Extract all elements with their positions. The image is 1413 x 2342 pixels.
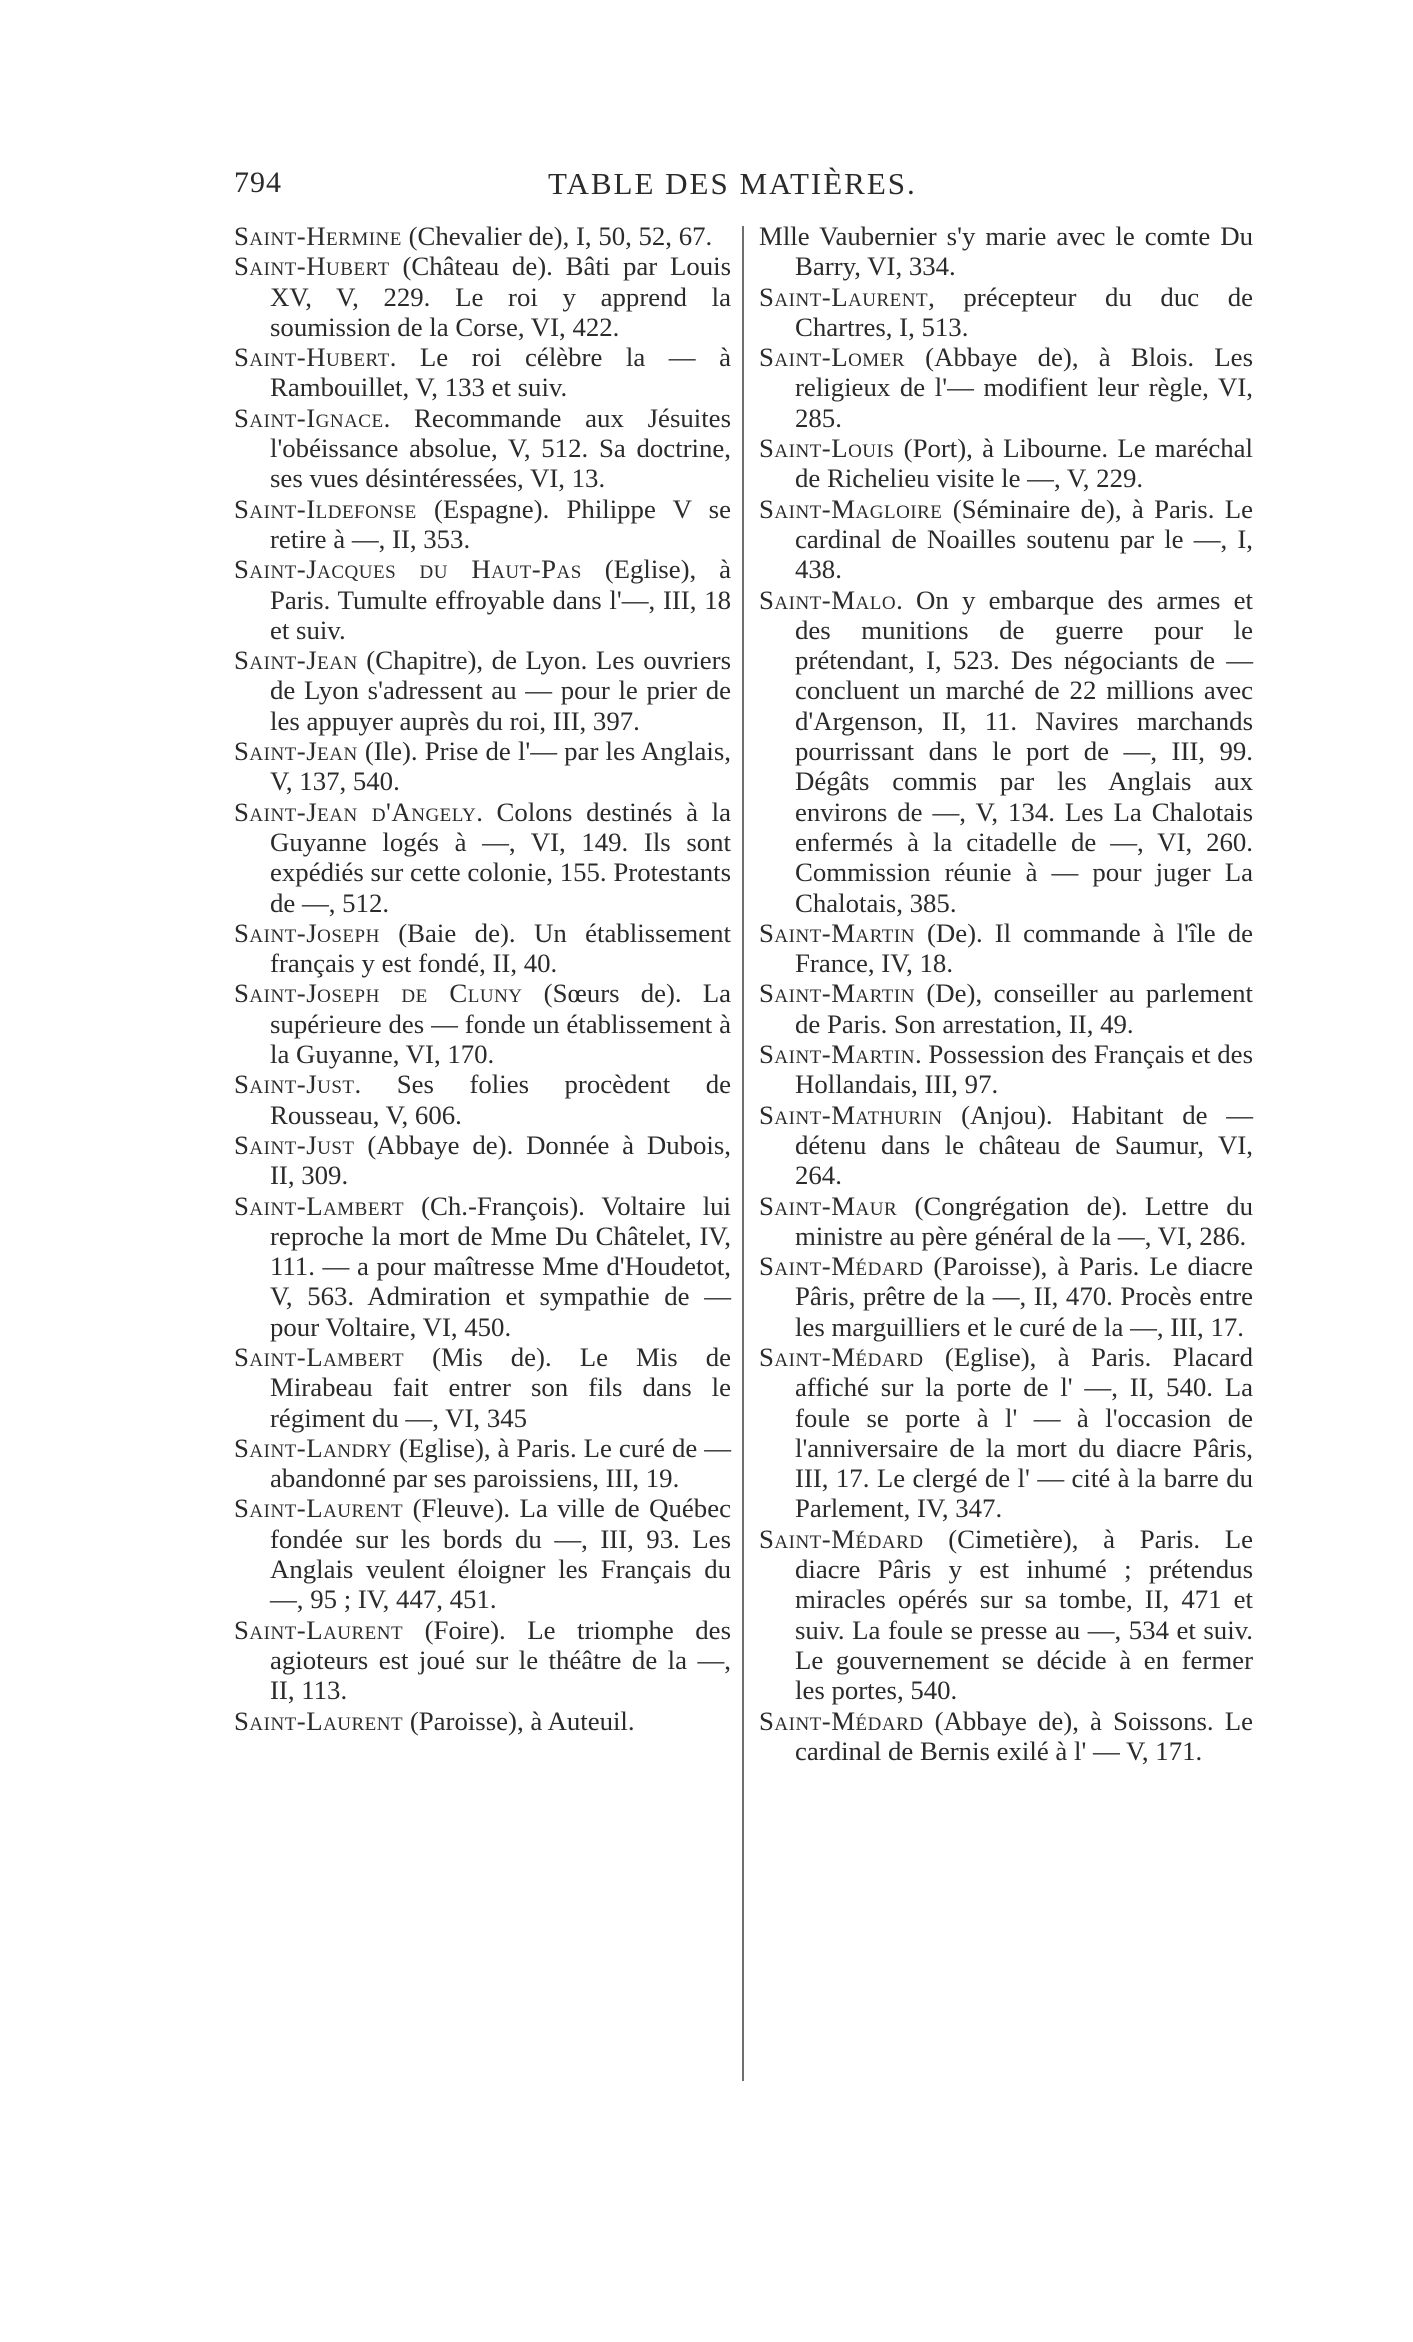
entry-headword: Saint-Jean xyxy=(234,645,358,676)
entry-text: (Mis de). Le Mis de Mirabeau fait entrer son fils dans le régiment du —, VI, 345 xyxy=(270,1341,731,1433)
index-entry xyxy=(234,1191,731,1342)
entry-headword: Saint-Laurent xyxy=(759,281,929,312)
entry-text: (Chapitre), de Lyon. Les ouvriers de Lyon s'adressent au — pour le prier de les appuyer auprès du roi, III, 397. xyxy=(270,645,731,736)
index-entry xyxy=(759,1191,1253,1252)
entry-headword: Saint-Louis xyxy=(759,433,895,464)
entry-headword: Saint-Laurent xyxy=(234,1614,404,1645)
entry-headword: Saint-Médard xyxy=(759,1523,924,1554)
entry-text: (Espagne). Philippe V se retire à —, II, 353. xyxy=(270,493,731,554)
index-entry xyxy=(759,433,1253,494)
entry-headword: Saint-Lambert xyxy=(234,1341,405,1372)
entry-headword: Saint-Just xyxy=(234,1129,355,1160)
entry-text: . Le roi célèbre la — à Rambouillet, V, 133 et suiv. xyxy=(270,342,731,403)
entry-headword: Saint-Jacques du Haut-Pas xyxy=(234,554,582,585)
index-entry xyxy=(234,645,731,736)
entry-headword: Saint-Médard xyxy=(759,1341,924,1372)
entry-headword: Saint-Maur xyxy=(759,1190,898,1221)
entry-headword: Saint-Martin xyxy=(759,917,915,948)
entry-headword: Saint-Jean xyxy=(234,736,358,767)
index-entry xyxy=(759,221,1253,282)
entry-headword: Saint-Lambert xyxy=(234,1190,405,1221)
entry-text: (Abbaye de), à Soissons. Le cardinal de Bernis exilé à l' — V, 171. xyxy=(795,1705,1253,1766)
entry-headword: Saint-Lomer xyxy=(759,342,905,373)
entry-headword: Saint-Martin xyxy=(759,978,915,1009)
index-entry xyxy=(234,1130,731,1191)
index-entry xyxy=(234,797,731,918)
entry-headword: Saint-Médard xyxy=(759,1705,924,1736)
index-entry xyxy=(234,554,731,645)
entry-headword: Saint-Hubert xyxy=(234,251,390,282)
column-divider xyxy=(742,226,744,2081)
entry-headword: Saint-Joseph de Cluny xyxy=(234,978,523,1009)
index-entry xyxy=(759,282,1253,343)
entry-headword: Saint-Laurent xyxy=(234,1493,404,1524)
index-entry xyxy=(234,403,731,494)
entry-text: (Foire). Le triomphe des agioteurs est joué sur le théâtre de la —, II, 113. xyxy=(270,1614,731,1706)
entry-text: . Ses folies procèdent de Rousseau, V, 606. xyxy=(270,1069,731,1130)
entry-headword: Saint-Martin xyxy=(759,1039,915,1070)
index-entry xyxy=(759,1706,1253,1767)
left-column xyxy=(234,221,731,1736)
index-entry xyxy=(234,918,731,979)
index-entry xyxy=(234,342,731,403)
index-entry xyxy=(759,1100,1253,1191)
index-entry xyxy=(234,251,731,342)
index-entry xyxy=(234,494,731,555)
index-entry xyxy=(234,1342,731,1433)
entry-text: (Fleuve). La ville de Québec fondée sur les bords du —, III, 93. Les Anglais veulent éloigner les Français du —, 95 ; IV, 447, 451. xyxy=(270,1493,731,1615)
index-entry xyxy=(234,1706,731,1736)
index-entry xyxy=(759,1251,1253,1342)
index-entry xyxy=(759,585,1253,918)
index-entry xyxy=(759,1039,1253,1100)
entry-text: . Possession des Français et des Hollandais, III, 97. xyxy=(795,1039,1253,1100)
entry-text: . Recommande aux Jésuites l'obéissance absolue, V, 512. Sa doctrine, ses vues désintéressées, VI, 13. xyxy=(270,402,731,494)
entry-text: (Ile). Prise de l'— par les Anglais, V, 137, 540. xyxy=(270,736,731,797)
entry-headword: Saint-Laurent xyxy=(234,1705,404,1736)
entry-text: (Château de). Bâti par Louis XV, V, 229. Le roi y apprend la soumission de la Corse, VI, 422. xyxy=(270,251,731,342)
entry-headword: Saint-Mathurin xyxy=(759,1099,943,1130)
entry-headword: Saint-Jean d'Angely xyxy=(234,796,477,827)
entry-text: (Anjou). Habitant de — détenu dans le château de Saumur, VI, 264. xyxy=(795,1099,1253,1191)
index-entry xyxy=(234,221,731,251)
entry-headword: Saint-Ignace xyxy=(234,402,384,433)
entry-text: (Port), à Libourne. Le maréchal de Richelieu visite le —, V, 229. xyxy=(795,433,1253,494)
entry-headword: Saint-Ildefonse xyxy=(234,493,417,524)
entry-text: . On y embarque des armes et des munitions de guerre pour le prétendant, I, 523. Des négociants de — concluent un marché de 22 millions avec d'Argenson, II, 11. Navires marchands pourrissant dans le port de —, III, 99. Dégâts commis par les Anglais aux environs de —, V, 134. Les La Chalotais enfermés à la citadelle de —, VI, 260. Commission réunie à — pour juger La Chalotais, 385. xyxy=(795,584,1253,918)
index-entry xyxy=(234,1493,731,1614)
index-entry xyxy=(234,1615,731,1706)
page-header xyxy=(234,166,1246,210)
index-entry xyxy=(759,978,1253,1039)
running-title: TABLE DES MATIÈRES. xyxy=(548,166,917,201)
entry-text: (Ch.-François). Voltaire lui reproche la mort de Mme Du Châtelet, IV, 111. — a pour maîtresse Mme d'Houdetot, V, 563. Admiration et sympathie de — pour Voltaire, VI, 450. xyxy=(270,1190,731,1342)
entry-text: (Séminaire de), à Paris. Le cardinal de Noailles soutenu par le —, I, 438. xyxy=(795,493,1253,585)
entry-text: (Paroisse), à Paris. Le diacre Pâris, prêtre de la —, II, 470. Procès entre les marguilliers et le curé de la —, III, 17. xyxy=(795,1251,1253,1342)
index-entry xyxy=(759,342,1253,433)
entry-headword: Saint-Malo xyxy=(759,584,897,615)
right-column xyxy=(759,221,1253,1766)
index-entry xyxy=(759,1524,1253,1706)
entry-text: (Sœurs de). La supérieure des — fonde un établissement à la Guyanne, VI, 170. xyxy=(270,978,731,1070)
entry-text: (Congrégation de). Lettre du ministre au père général de la —, VI, 286. xyxy=(795,1190,1253,1251)
index-entry xyxy=(759,918,1253,979)
entry-text: (Eglise), à Paris. Tumulte effroyable dans l'—, III, 18 et suiv. xyxy=(270,554,731,645)
entry-headword: Saint-Joseph xyxy=(234,917,380,948)
index-entry xyxy=(234,1069,731,1130)
entry-headword: Saint-Médard xyxy=(759,1251,924,1282)
entry-text: Mlle Vaubernier s'y marie avec le comte Du Barry, VI, 334. xyxy=(759,221,1253,282)
index-entry xyxy=(234,978,731,1069)
entry-headword: Saint-Hubert xyxy=(234,342,390,373)
entry-text: (De). Il commande à l'île de France, IV, 18. xyxy=(795,917,1253,979)
entry-text: (Baie de). Un établissement français y est fondé, II, 40. xyxy=(270,917,731,979)
entry-text: (Cimetière), à Paris. Le diacre Pâris y est inhumé ; prétendus miracles opérés sur sa tombe, II, 471 et suiv. La foule se presse au —, 534 et suiv. Le gouvernement se décide à en fermer les portes, 540. xyxy=(795,1523,1253,1706)
entry-text: (Chevalier de), I, 50, 52, 67. xyxy=(401,221,713,251)
entry-text: (Abbaye de), à Blois. Les religieux de l'— modifient leur règle, VI, 285. xyxy=(795,342,1253,433)
entry-text: , précepteur du duc de Chartres, I, 513. xyxy=(795,281,1253,342)
entry-text: (Abbaye de). Donnée à Dubois, II, 309. xyxy=(270,1129,731,1191)
index-entry xyxy=(234,1433,731,1494)
entry-text: (Eglise), à Paris. Le curé de — abandonné par ses paroissiens, III, 19. xyxy=(270,1432,731,1494)
entry-headword: Saint-Magloire xyxy=(759,493,943,524)
entry-text: (Eglise), à Paris. Placard affiché sur la porte de l' —, II, 540. La foule se porte à l' — à l'occasion de l'anniversaire de la mort du diacre Pâris, III, 17. Le clergé de l' — cité à la barre du Parlement, IV, 347. xyxy=(795,1341,1253,1524)
entry-text: (Paroisse), à Auteuil. xyxy=(403,1705,635,1736)
entry-text: . Colons destinés à la Guyanne logés à —, VI, 149. Ils sont expédiés sur cette colonie, 155. Protestants de —, 512. xyxy=(270,796,731,918)
entry-text: (De), conseiller au parlement de Paris. Son arrestation, II, 49. xyxy=(795,978,1253,1039)
page-number: 794 xyxy=(234,166,282,199)
entry-headword: Saint-Landry xyxy=(234,1432,393,1463)
index-entry xyxy=(759,494,1253,585)
index-entry xyxy=(234,736,731,797)
index-entry xyxy=(759,1342,1253,1524)
entry-headword: Saint-Just xyxy=(234,1069,355,1100)
entry-headword: Saint-Hermine xyxy=(234,221,402,251)
